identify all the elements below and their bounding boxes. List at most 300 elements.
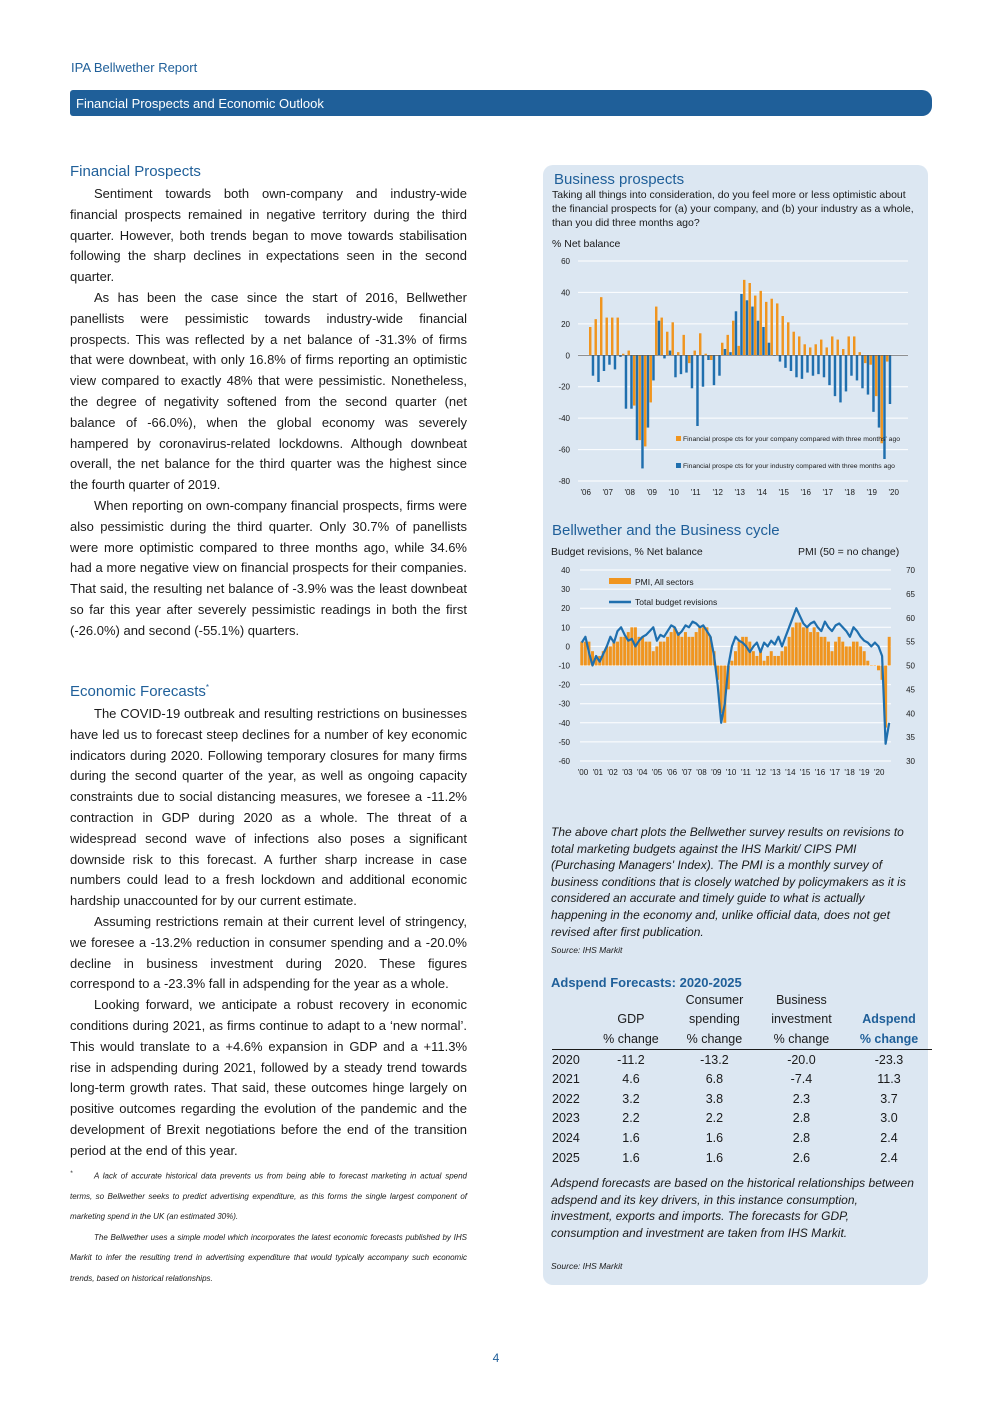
y-tick-label: 0 — [565, 351, 570, 361]
legend-swatch-industry — [676, 463, 681, 468]
bar — [790, 355, 792, 371]
x-tick-label: '12 — [712, 488, 723, 497]
pmi-bar — [745, 637, 748, 666]
bar — [694, 351, 696, 356]
pmi-bar — [809, 632, 812, 665]
bar — [606, 318, 608, 356]
bar — [710, 355, 712, 360]
pmi-bar — [670, 632, 673, 665]
x-tick-label: '15 — [799, 768, 811, 777]
bar — [652, 355, 654, 380]
x-tick-label: '18 — [844, 488, 855, 497]
pmi-bar — [766, 656, 769, 666]
pmi-bar — [816, 632, 819, 665]
bar — [595, 319, 597, 355]
bar — [806, 355, 808, 372]
y2-tick-label: 40 — [906, 709, 915, 719]
bar — [661, 318, 663, 356]
bar — [721, 343, 723, 356]
row-year: 2023 — [552, 1111, 580, 1126]
pmi-bar — [755, 656, 758, 666]
bar — [749, 283, 751, 355]
pmi-bar — [863, 651, 866, 665]
pmi-bar — [852, 642, 855, 666]
row-year: 2021 — [552, 1072, 580, 1087]
pmi-bar — [870, 666, 873, 667]
left-column-lower — [70, 678, 467, 1289]
pmi-bar — [652, 651, 655, 665]
y-tick-label: 40 — [561, 566, 570, 575]
bar — [782, 316, 784, 355]
bar — [630, 355, 632, 408]
bar — [608, 355, 610, 364]
col-header: Adspend — [862, 1012, 916, 1027]
bar — [735, 311, 737, 355]
pmi-bar — [648, 642, 651, 666]
bar — [699, 333, 701, 355]
business-cycle-title: Bellwether and the Business cycle — [552, 522, 780, 539]
pmi-bar — [645, 642, 648, 666]
bar — [743, 280, 745, 355]
pmi-bar — [877, 666, 880, 671]
table-note: Adspend forecasts are based on the historical relationships between adspend and its key drivers, in this instance consumption, investment, exports and imports. The forecasts for GDP, consumption and investment are taken from IHS Markit. — [551, 1176, 914, 1240]
y2-tick-label: 30 — [906, 757, 915, 766]
pmi-bar — [609, 646, 612, 665]
cell-gdp: 1.6 — [622, 1130, 640, 1145]
y-tick-label: -80 — [558, 477, 570, 486]
col-header: % change — [590, 1029, 672, 1049]
pmi-bar — [684, 632, 687, 665]
x-tick-label: '07 — [681, 768, 692, 777]
bar — [691, 355, 693, 388]
pmi-bar — [759, 651, 762, 665]
bar — [795, 355, 797, 377]
pmi-bar — [802, 627, 805, 665]
bar — [611, 318, 613, 356]
cell-adspend: 2.4 — [880, 1130, 898, 1145]
pmi-bar — [859, 646, 862, 665]
table-row — [552, 1128, 932, 1148]
page-number: 4 — [492, 1351, 500, 1365]
x-tick-label: '13 — [770, 768, 781, 777]
y-tick-label: -40 — [558, 414, 570, 424]
footnote-2: The Bellwether uses a simple model which incorporates the latest economic forecasts published by IHS Markit to infer the resulting trend in advertising expenditure that would typically accompany such economic trends, based on historical relationships. — [70, 1232, 467, 1283]
pmi-bar — [873, 666, 876, 667]
bar — [798, 336, 800, 355]
x-tick-label: '09 — [711, 768, 722, 777]
pmi-bar — [773, 656, 776, 666]
bar — [837, 340, 839, 356]
pmi-bar — [612, 642, 615, 666]
bar — [883, 355, 885, 459]
cell-adspend: 2.4 — [880, 1150, 898, 1165]
cell-consumer: 3.8 — [705, 1091, 724, 1106]
bar — [826, 347, 828, 355]
cell-investment: -7.4 — [790, 1072, 813, 1087]
x-tick-label: '14 — [785, 768, 796, 777]
pmi-bar — [630, 627, 633, 665]
col-header: Business — [776, 992, 827, 1007]
y-tick-label: -20 — [558, 382, 570, 392]
bar — [793, 332, 795, 356]
row-year: 2024 — [552, 1130, 580, 1145]
bar — [658, 321, 660, 356]
bar — [713, 355, 715, 385]
pmi-bar — [620, 637, 623, 666]
pmi-bar — [820, 637, 823, 666]
bar — [754, 296, 756, 356]
x-tick-label: '20 — [873, 768, 885, 777]
bar — [685, 355, 687, 372]
pmi-bar — [845, 646, 848, 665]
bar — [751, 307, 753, 356]
bar — [870, 355, 872, 364]
bar — [641, 355, 643, 468]
x-tick-label: '07 — [602, 488, 613, 497]
x-tick-label: '06 — [666, 768, 678, 777]
bar — [839, 355, 841, 402]
pmi-bar — [788, 637, 791, 666]
report-title: IPA Bellwether Report — [71, 60, 198, 75]
bar — [850, 355, 852, 375]
bar — [677, 352, 679, 355]
pmi-bar — [780, 651, 783, 665]
bar — [762, 327, 764, 355]
y2-tick-label: 55 — [906, 637, 915, 647]
pmi-bar — [677, 632, 680, 665]
bar — [831, 336, 833, 355]
section-bar — [70, 90, 932, 116]
pmi-bar — [580, 642, 583, 666]
x-tick-label: '08 — [696, 768, 707, 777]
bar — [864, 355, 866, 363]
asterisk-marker: * — [205, 683, 210, 692]
bar — [644, 355, 646, 446]
cell-gdp: 1.6 — [622, 1150, 640, 1165]
y-tick-label: 20 — [561, 604, 570, 614]
legend-label-company: Financial prospe cts for your company compared with three months' ago — [683, 436, 901, 443]
x-tick-label: '00 — [577, 768, 589, 777]
bar — [663, 355, 665, 358]
cell-adspend: -23.3 — [874, 1052, 904, 1067]
cell-gdp: 4.6 — [622, 1072, 640, 1087]
x-tick-label: '10 — [668, 488, 679, 497]
bar — [881, 355, 883, 443]
left-column — [70, 162, 467, 642]
bar — [848, 336, 850, 355]
x-tick-label: '16 — [800, 488, 811, 497]
col-header: Consumer — [685, 992, 744, 1007]
y-tick-label: 10 — [561, 623, 570, 633]
y-tick-label: 40 — [561, 288, 570, 298]
bar — [589, 327, 591, 355]
pmi-bar — [698, 627, 701, 665]
bar — [889, 355, 891, 404]
y-tick-label: -30 — [558, 699, 570, 709]
cell-investment: -20.0 — [787, 1052, 816, 1067]
budget-revisions-line — [582, 608, 889, 744]
cell-adspend: 11.3 — [877, 1072, 901, 1087]
bar — [597, 355, 599, 382]
bar — [820, 340, 822, 356]
y2-tick-label: 50 — [906, 661, 915, 671]
ef-paragraph-3: Looking forward, we anticipate a robust recovery in economic conditions during 2021, as firms continue to adapt to a ‘new normal’. This would translate to a +4.6% expansion in GDP and a +11.3% rise in adspending during 2021, followed by a steady trend towards long-term growth rates. That said, these outcomes hinge largely on positive outcomes regarding the evolution of the pandemic and the development of Brexit negotiations before the end of the transition period at the end of this year. — [70, 997, 467, 1158]
col-header: spending — [689, 1012, 740, 1027]
pmi-bar — [680, 637, 683, 666]
bar — [666, 332, 668, 356]
pmi-bar — [795, 623, 798, 666]
bar — [674, 355, 676, 377]
cell-consumer: 1.6 — [705, 1130, 724, 1145]
x-tick-label: '04 — [637, 768, 648, 777]
pmi-bar — [752, 651, 755, 665]
x-tick-label: '01 — [592, 768, 604, 777]
table-row — [552, 1089, 932, 1109]
cell-gdp: 2.2 — [622, 1111, 640, 1126]
bar — [861, 355, 863, 388]
pmi-bar — [791, 627, 794, 665]
bar — [845, 355, 847, 391]
x-tick-label: '03 — [622, 768, 633, 777]
bar — [856, 355, 858, 380]
x-tick-label: '09 — [646, 488, 657, 497]
pmi-bar — [806, 627, 809, 665]
bar — [639, 355, 641, 440]
y-tick-label: -40 — [558, 718, 570, 728]
pmi-bar — [834, 642, 837, 666]
cell-consumer: 6.8 — [705, 1072, 724, 1087]
x-tick-label: '19 — [866, 488, 877, 497]
cell-investment: 2.6 — [792, 1150, 811, 1165]
bar — [740, 294, 742, 355]
pmi-bar — [734, 651, 737, 665]
legend-label-industry: Financial prospe cts for your industry compared with three months ago — [683, 463, 895, 470]
col-header: % change — [757, 1029, 846, 1049]
cell-adspend: 3.0 — [880, 1111, 898, 1126]
bar — [812, 355, 814, 375]
y2-tick-label: 45 — [906, 685, 915, 695]
pmi-bar — [655, 646, 658, 665]
pmi-bar — [848, 646, 851, 665]
bar — [727, 335, 729, 355]
bar — [842, 349, 844, 355]
legend-swatch-pmi — [609, 578, 631, 584]
pmi-bar — [838, 637, 841, 666]
pmi-bar — [666, 637, 669, 666]
business-cycle-chart — [543, 560, 928, 780]
bar — [787, 322, 789, 355]
bar — [702, 355, 704, 386]
bc-left-label: Budget revisions, % Net balance — [551, 546, 703, 558]
bar — [823, 355, 825, 377]
bar — [765, 302, 767, 355]
bar — [614, 355, 616, 369]
y-tick-label: 30 — [561, 585, 570, 595]
pmi-bar — [730, 661, 733, 666]
cell-consumer: 1.6 — [705, 1150, 724, 1165]
x-tick-label: '02 — [607, 768, 618, 777]
cell-adspend: 3.7 — [880, 1091, 898, 1106]
x-tick-label: '13 — [734, 488, 745, 497]
bc-legend — [609, 577, 717, 607]
bar — [636, 355, 638, 440]
bar — [867, 355, 869, 394]
legend-label-pmi: PMI, All sectors — [635, 577, 694, 587]
bar — [872, 355, 874, 412]
pmi-bar — [888, 637, 891, 666]
pmi-bar — [777, 656, 780, 666]
bar — [859, 352, 861, 355]
bar — [809, 347, 811, 355]
pmi-bar — [841, 642, 844, 666]
bar — [680, 355, 682, 374]
y-tick-label: 60 — [561, 257, 570, 266]
ef-paragraph-1: The COVID-19 outbreak and resulting restrictions on businesses have led us to forecast steep declines for a number of key economic indicators during 2020. Following temporary closures for many firms during the second quarter of the year, as well as ongoing capacity constraints due to social distancing measures, we foresee a -11.2% contraction in GDP during 2020 as a whole. The threat of a widespread second wave of infections also poses a significant downside risk to this forecast. A further sharp increase in case numbers could lead to a fresh lockdown and additional economic hardship unaccounted for by our current estimate. — [70, 706, 467, 909]
bar — [815, 344, 817, 355]
pmi-bar — [856, 642, 859, 666]
pmi-bar — [784, 646, 787, 665]
bar — [696, 355, 698, 426]
pmi-bar — [673, 627, 676, 665]
bar — [875, 355, 877, 396]
cell-consumer: -13.2 — [700, 1052, 729, 1067]
x-tick-label: '16 — [814, 768, 826, 777]
x-tick-label: '06 — [580, 488, 591, 497]
economic-forecasts-heading: Economic Forecasts* — [70, 683, 210, 700]
cell-consumer: 2.2 — [705, 1111, 724, 1126]
cell-gdp: -11.2 — [617, 1052, 645, 1067]
bar — [886, 355, 888, 361]
table-row — [552, 1049, 932, 1069]
col-header: GDP — [617, 1012, 645, 1027]
bar — [729, 352, 731, 355]
col-header — [846, 990, 932, 1010]
y-tick-label: -60 — [558, 445, 570, 455]
adspend-table — [552, 990, 932, 1167]
bar — [771, 299, 773, 356]
bar — [603, 355, 605, 371]
x-tick-label: '11 — [690, 488, 701, 497]
y2-tick-label: 60 — [906, 613, 915, 623]
pmi-bar — [688, 637, 691, 666]
bc-right-label: PMI (50 = no change) — [798, 546, 900, 558]
x-tick-label: '20 — [888, 488, 899, 497]
y-tick-label: 0 — [565, 642, 570, 652]
bar — [633, 355, 635, 405]
bar — [655, 307, 657, 356]
bar — [672, 322, 674, 355]
bar — [801, 355, 803, 379]
row-year: 2022 — [552, 1091, 580, 1106]
y-tick-label: -20 — [558, 680, 570, 690]
pmi-bar — [748, 642, 751, 666]
bar — [647, 355, 649, 427]
bar — [625, 355, 627, 408]
bar — [784, 355, 786, 368]
cell-investment: 2.3 — [792, 1091, 811, 1106]
bar — [804, 344, 806, 355]
bar — [628, 351, 630, 356]
pmi-bar — [695, 632, 698, 665]
pmi-bar — [827, 642, 830, 666]
bar — [757, 321, 759, 356]
bar — [817, 355, 819, 374]
table-source: Source: IHS Markit — [551, 1261, 623, 1271]
x-tick-label: '17 — [822, 488, 833, 497]
fp-paragraph-2: As has been the case since the start of 2016, Bellwether panellists were pessimistic towards industry-wide financial prospects. This was reflected by a net balance of -31.3% of firms that were downbeat, with only 16.8% of firms reporting an optimistic view compared to exactly 48% that were pessimistic. Nonetheless, the degree of negativity softened from the second quarter (net balance of -66.0%), when the global economy was severely hampered by coronavirus-related lockdowns. Although downbeat overall, the net balance for the third quarter was the highest since the fourth quarter of 2019. — [70, 289, 467, 493]
bar — [760, 291, 762, 355]
x-tick-label: '18 — [844, 768, 855, 777]
business-prospects-chart — [543, 250, 928, 500]
y-tick-label: 20 — [561, 319, 570, 329]
business-prospects-question: Taking all things into consideration, do you feel more or less optimistic about the financial prospects for (a) your company, and (b) your industry as a whole, than you did three months ago? — [552, 189, 914, 229]
x-tick-label: '15 — [778, 488, 789, 497]
pmi-bar — [831, 651, 834, 665]
x-tick-label: '05 — [651, 768, 663, 777]
bar — [683, 335, 685, 355]
pmi-bar — [663, 642, 666, 666]
y2-tick-label: 70 — [906, 566, 915, 575]
pmi-bar — [623, 637, 626, 666]
financial-prospects-heading: Financial Prospects — [70, 163, 201, 180]
pmi-bar — [770, 651, 773, 665]
bar — [592, 355, 594, 375]
table-row — [552, 1069, 932, 1089]
y-tick-label: -50 — [558, 737, 570, 747]
x-tick-label: '12 — [755, 768, 766, 777]
bar — [746, 300, 748, 355]
table-row — [552, 1148, 932, 1168]
cell-investment: 2.8 — [792, 1111, 811, 1126]
chart-source: Source: IHS Markit — [551, 945, 623, 955]
y-tick-label: -10 — [558, 661, 570, 671]
legend-label-budget: Total budget revisions — [635, 597, 718, 607]
pmi-bar — [738, 642, 741, 666]
y2-tick-label: 35 — [906, 733, 915, 743]
chart-note: The above chart plots the Bellwether survey results on revisions to total marketing budgets against the IHS Markit/ CIPS PMI (Purchasing Managers' Index). The PMI is a monthly survey of business conditions that is closely watched by policymakers as it is considered an accurate and timely guide to what is actually happening in the economy and, unlike official data, does not get revised after first publication. — [551, 825, 906, 939]
pmi-bar — [813, 627, 816, 665]
bar — [724, 349, 726, 355]
bar — [617, 318, 619, 356]
bar — [853, 336, 855, 355]
pmi-bar — [702, 627, 705, 665]
pmi-bar — [798, 623, 801, 666]
bp-legend — [676, 436, 900, 470]
x-tick-label: '17 — [829, 768, 840, 777]
bar — [650, 355, 652, 402]
bar — [828, 355, 830, 385]
bar — [768, 343, 770, 356]
cell-investment: 2.8 — [792, 1130, 811, 1145]
pmi-bar — [691, 637, 694, 666]
x-tick-label: '14 — [756, 488, 767, 497]
adspend-title: Adspend Forecasts: 2020-2025 — [551, 975, 742, 990]
col-header: % change — [672, 1029, 757, 1049]
x-tick-label: '11 — [740, 768, 751, 777]
row-year: 2020 — [552, 1052, 580, 1067]
row-year: 2025 — [552, 1150, 580, 1165]
fp-paragraph-1: Sentiment towards both own-company and industry-wide financial prospects remained in negative territory during the third quarter. However, both trends began to move towards stabilisation following the sharp declines in expectations seen in the second quarter. — [70, 186, 467, 285]
section-title: Financial Prospects and Economic Outlook — [76, 96, 324, 111]
bar — [669, 351, 671, 356]
bar — [878, 355, 880, 427]
bar — [776, 303, 778, 355]
col-header: investment — [771, 1012, 832, 1027]
pmi-bar — [616, 642, 619, 666]
cell-gdp: 3.2 — [622, 1091, 640, 1106]
bar — [738, 346, 740, 355]
pmi-bar — [659, 642, 662, 666]
